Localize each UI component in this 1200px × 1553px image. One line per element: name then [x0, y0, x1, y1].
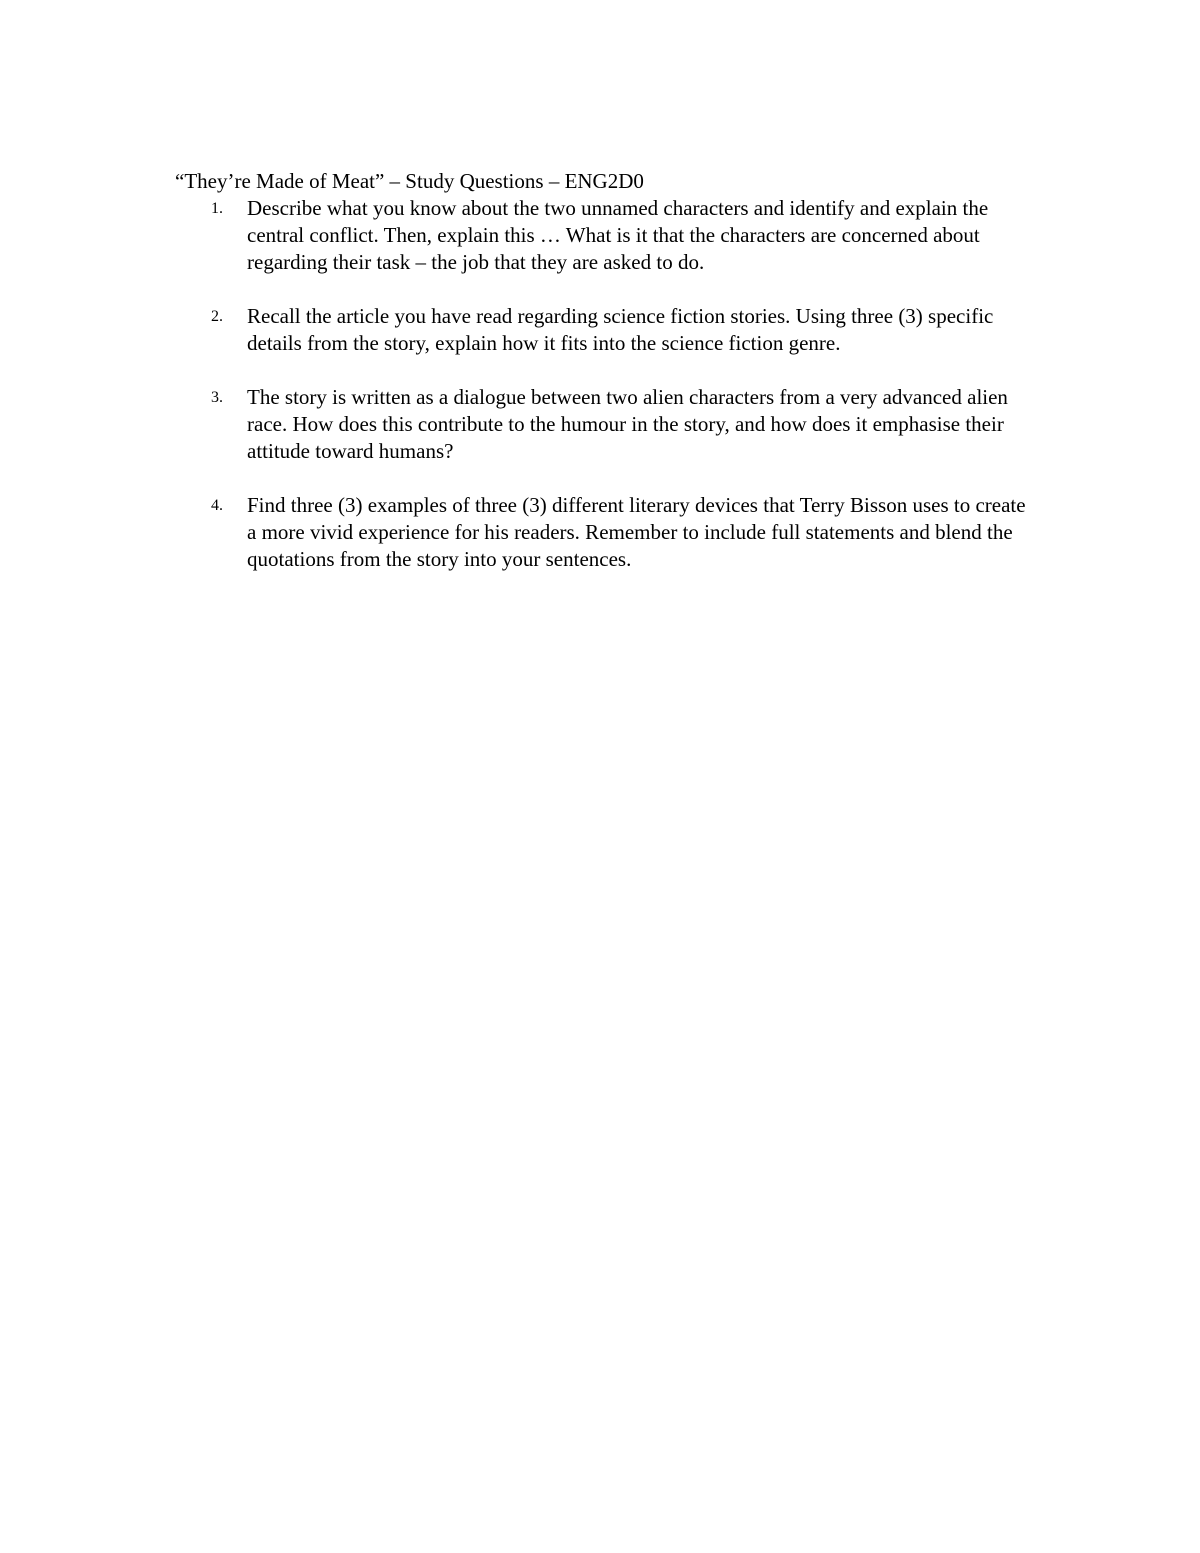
document-body	[175, 168, 1035, 600]
question-item	[175, 384, 1035, 465]
question-item	[175, 492, 1035, 573]
question-number: 3.	[211, 389, 223, 406]
document-title: “They’re Made of Meat” – Study Questions – ENG2D0	[175, 169, 644, 193]
question-text: Recall the article you have read regarding science fiction stories. Using three (3) specific details from the story, explain how it fits into the science fiction genre.	[247, 304, 994, 355]
question-number: 1.	[211, 200, 223, 217]
question-number: 4.	[211, 497, 223, 514]
question-item	[175, 195, 1035, 276]
question-list	[175, 195, 1035, 573]
question-item	[175, 303, 1035, 357]
question-text: Find three (3) examples of three (3) different literary devices that Terry Bisson uses to create a more vivid experience for his readers. Remember to include full statements and blend the quotations from the story into your sentences.	[247, 493, 1026, 571]
question-text: Describe what you know about the two unnamed characters and identify and explain the central conflict. Then, explain this … What is it that the characters are concerned about regarding their task – the job that they are asked to do.	[247, 196, 989, 274]
question-text: The story is written as a dialogue between two alien characters from a very advanced alien race. How does this contribute to the humour in the story, and how does it emphasise their attitude toward humans?	[247, 385, 1008, 463]
question-number: 2.	[211, 308, 223, 325]
